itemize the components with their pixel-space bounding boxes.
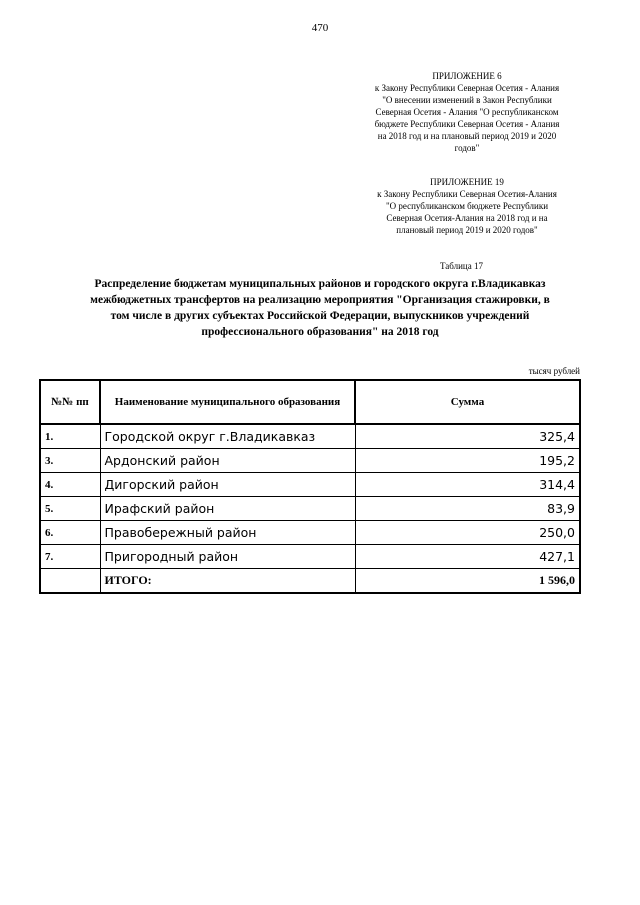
row-number: 4.	[40, 473, 100, 497]
appendix-6-block	[352, 70, 582, 154]
row-sum: 314,4	[355, 473, 580, 497]
appendix-19-heading: ПРИЛОЖЕНИЕ 19	[430, 177, 504, 187]
header-sum: Сумма	[355, 380, 580, 424]
row-sum: 427,1	[355, 545, 580, 569]
row-number: 7.	[40, 545, 100, 569]
row-name: Городской округ г.Владикавказ	[100, 424, 355, 449]
row-number: 5.	[40, 497, 100, 521]
row-name: Пригородный район	[100, 545, 355, 569]
row-name: Дигорский район	[100, 473, 355, 497]
title-line: межбюджетных трансфертов на реализацию мероприятия "Организация стажировки, в	[90, 294, 550, 306]
total-number	[40, 569, 100, 594]
title-line: профессионального образования" на 2018 год	[201, 326, 439, 338]
table-total-row	[40, 569, 580, 594]
appendix-6-line: Северная Осетия - Алания "О республиканском	[375, 107, 559, 117]
units-label: тысяч рублей	[528, 366, 580, 376]
table-row	[40, 497, 580, 521]
table-row	[40, 424, 580, 449]
row-sum: 250,0	[355, 521, 580, 545]
row-name: Ирафский район	[100, 497, 355, 521]
table-header-row	[40, 380, 580, 424]
table-number: Таблица 17	[440, 261, 483, 271]
row-name: Правобережный район	[100, 521, 355, 545]
title-line: том числе в других субъектах Российской Федерации, выпускников учреждений	[110, 310, 530, 322]
row-sum: 83,9	[355, 497, 580, 521]
row-sum: 195,2	[355, 449, 580, 473]
table-row	[40, 473, 580, 497]
table-row	[40, 521, 580, 545]
header-name: Наименование муниципального образования	[100, 380, 355, 424]
row-sum: 325,4	[355, 424, 580, 449]
appendix-6-heading: ПРИЛОЖЕНИЕ 6	[432, 71, 502, 81]
appendix-6-line: годов"	[454, 143, 480, 153]
total-sum: 1 596,0	[355, 569, 580, 594]
table-row	[40, 449, 580, 473]
row-name: Ардонский район	[100, 449, 355, 473]
page-number: 470	[311, 22, 329, 34]
header-number: №№ пп	[40, 380, 100, 424]
appendix-19-line: к Закону Республики Северная Осетия-Алания	[377, 189, 557, 199]
row-number: 1.	[40, 424, 100, 449]
row-number: 6.	[40, 521, 100, 545]
document-title	[40, 276, 600, 340]
appendix-6-line: к Закону Республики Северная Осетия - Алания	[374, 83, 560, 93]
appendix-6-line: "О внесении изменений в Закон Республики	[382, 95, 552, 105]
table-row	[40, 545, 580, 569]
appendix-19-line: Северная Осетия-Алания на 2018 год и на	[386, 213, 548, 223]
row-number: 3.	[40, 449, 100, 473]
appendix-19-line: плановый период 2019 и 2020 годов"	[396, 225, 538, 235]
appendix-6-line: бюджете Республики Северная Осетия - Алания	[374, 119, 560, 129]
total-label: ИТОГО:	[100, 569, 355, 594]
appendix-6-line: на 2018 год и на плановый период 2019 и 2020	[377, 131, 557, 141]
appendix-19-line: "О республиканском бюджете Республики	[385, 201, 549, 211]
appendix-19-block	[352, 176, 582, 236]
budget-table	[39, 379, 581, 594]
title-line: Распределение бюджетам муниципальных районов и городского округа г.Владикавказ	[94, 278, 546, 290]
